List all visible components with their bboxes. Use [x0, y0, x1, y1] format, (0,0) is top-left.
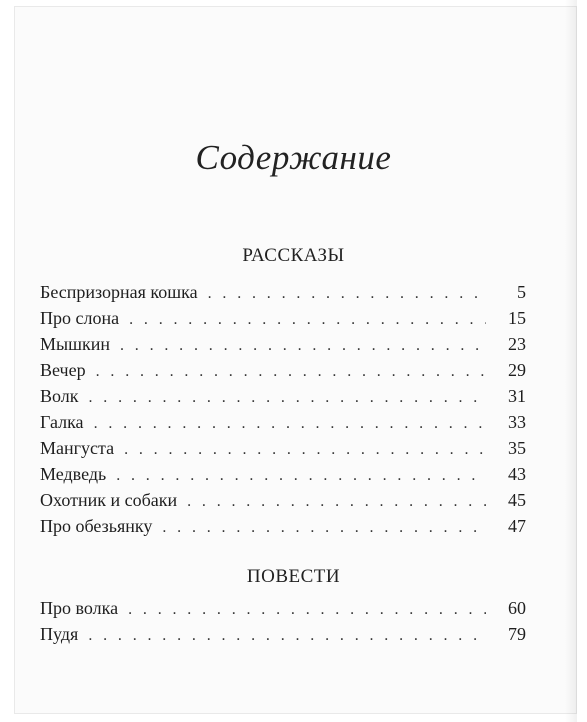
toc-entry-title: Вечер: [40, 360, 86, 380]
toc-entry-title: Галка: [40, 412, 84, 432]
toc-dot-leader: [96, 359, 486, 385]
toc-list-stories: [40, 279, 526, 539]
section-heading-stories: РАССКАЗЫ: [242, 245, 345, 266]
toc-entry[interactable]: [40, 435, 526, 461]
toc-entry[interactable]: [40, 409, 526, 435]
toc-entry-page: 79: [508, 624, 526, 644]
toc-dot-leader: [94, 411, 486, 437]
toc-dot-leader: [116, 463, 486, 489]
toc-dot-leader: [124, 437, 486, 463]
toc-dot-leader: [162, 515, 486, 541]
toc-entry-page: 47: [508, 516, 526, 536]
toc-dot-leader: [187, 489, 486, 515]
toc-entry-title: Про обезьянку: [40, 516, 153, 536]
page-edge-shadow: [565, 0, 577, 722]
toc-entry-title: Охотник и собаки: [40, 490, 178, 510]
toc-entry-page: 45: [508, 490, 526, 510]
toc-entry-title: Беспризорная кошка: [40, 282, 198, 302]
toc-entry[interactable]: [40, 595, 526, 621]
toc-entry-title: Мангуста: [40, 438, 115, 458]
toc-entry-page: 35: [508, 438, 526, 458]
toc-entry[interactable]: [40, 279, 526, 305]
toc-entry[interactable]: [40, 331, 526, 357]
toc-entry-title: Про волка: [40, 598, 119, 618]
toc-entry[interactable]: [40, 487, 526, 513]
toc-entry-page: 33: [508, 412, 526, 432]
section-heading-novellas: ПОВЕСТИ: [246, 566, 341, 587]
toc-entry[interactable]: [40, 357, 526, 383]
toc-entry-title: Волк: [40, 386, 79, 406]
toc-dot-leader: [129, 307, 486, 333]
toc-dot-leader: [208, 281, 486, 307]
toc-entry-page: 60: [508, 598, 526, 618]
toc-entry-page: 43: [508, 464, 526, 484]
toc-entry-title: Пудя: [40, 624, 79, 644]
toc-list-novellas: [40, 595, 526, 647]
toc-entry-page: 31: [508, 386, 526, 406]
toc-entry[interactable]: [40, 305, 526, 331]
toc-entry-title: Мышкин: [40, 334, 110, 354]
toc-entry-title: Про слона: [40, 308, 120, 328]
toc-dot-leader: [120, 333, 486, 359]
toc-entry-page: 23: [508, 334, 526, 354]
toc-entry-page: 29: [508, 360, 526, 380]
page-title: Содержание: [195, 138, 392, 177]
toc-dot-leader: [89, 385, 487, 411]
toc-entry[interactable]: [40, 621, 526, 647]
toc-entry[interactable]: [40, 513, 526, 539]
toc-entry-page: 15: [508, 308, 526, 328]
toc-entry-title: Медведь: [40, 464, 107, 484]
toc-entry-page: 5: [517, 282, 526, 302]
toc-dot-leader: [128, 597, 486, 623]
toc-entry[interactable]: [40, 461, 526, 487]
toc-entry[interactable]: [40, 383, 526, 409]
toc-dot-leader: [88, 623, 486, 649]
